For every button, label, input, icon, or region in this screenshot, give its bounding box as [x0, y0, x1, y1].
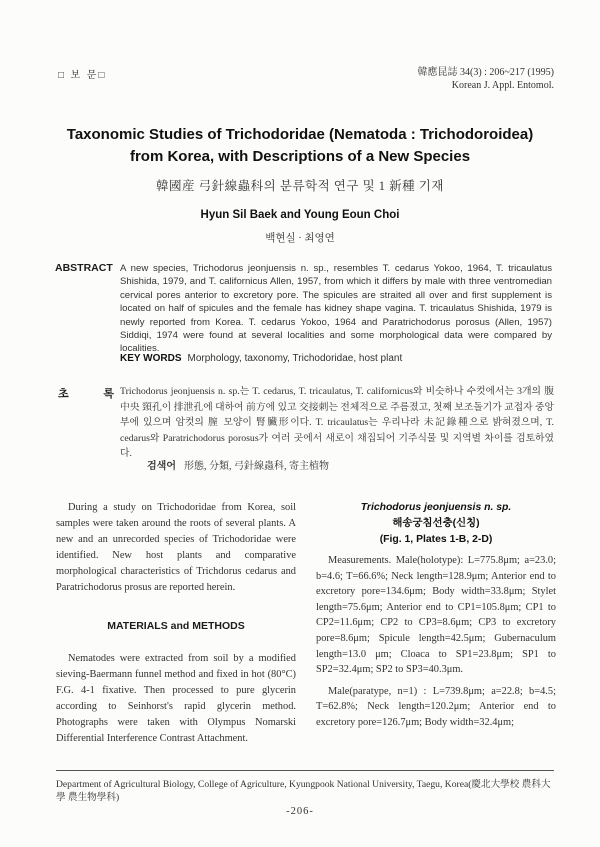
keywords-label: KEY WORDS: [120, 353, 182, 364]
measurements-paragraph: Measurements. Male(holotype): L=775.8μm; a=23.0; b=4.6; T=66.6%; Neck length=128.9μm; Anterior end to excretory pore=134.6μm; Body width=33.8μm; Stylet length=75.6μm; Anterior end to CP1=105.8μm; CP1 to CP2=11.6μm; CP2 to CP3=8.6μm; CP3 to excretory pore=8.6μm; Spicule length=42.5μm; Gubernaculum length=13.0 μm; Cloaca to SP1=23.8μm; SP1 to SP2=32.4μm; SP2 to SP3=40.3μm.: [316, 555, 556, 676]
affiliation-footnote: Department of Agricultural Biology, College of Agriculture, Kyungpook National University, Taegu, Korea(慶北大學校 農科大學 農生物學科): [56, 779, 551, 803]
methods-heading: MATERIALS and METHODS: [107, 620, 245, 632]
footnote-divider: [56, 770, 554, 771]
page-number: -206-: [286, 806, 314, 817]
korean-keywords-label: 검색어: [147, 461, 176, 472]
species-name: Trichodorus jeonjuensis n. sp.: [360, 502, 512, 513]
paper-title-korean: 韓國産 弓針線蟲科의 분류학적 연구 및 1 新種 기재: [156, 179, 444, 193]
introduction: [56, 500, 296, 596]
paper-title: [40, 124, 560, 168]
article-type-label: □ 보 문□: [58, 70, 107, 81]
species-korean-name: 해송궁침선충(신칭): [392, 518, 480, 529]
journal-citation-ko: 韓應昆誌 34(3) : 206~217 (1995): [417, 67, 554, 78]
species-heading: [316, 500, 556, 548]
methods-paragraph: Nematodes were extracted from soil by a modified sieving-Baermann funnel method and fixed in hot (80°C) F.G. 4-1 fixative. Then processed to pure glycerin according to Seinhorst's rapid glycerin method. Photographs were taken with Olympus Nomarski Differential Interference Contrast Attachment.: [56, 653, 296, 744]
paper-title-line1: Taxonomic Studies of Trichodoridae (Nematoda : Trichodoroidea): [66, 126, 534, 143]
journal-citation-en: Korean J. Appl. Entomol.: [451, 80, 554, 91]
species-figures: (Fig. 1, Plates 1-B, 2-D): [379, 534, 493, 545]
korean-abstract-label: 초 록: [58, 388, 131, 400]
korean-keywords-text: 形態, 分類, 弓針線蟲科, 寄主植物: [183, 461, 329, 472]
korean-abstract-text: Trichodorus jeonjuensis n. sp.는 T. cedarus, T. tricaulatus, T. californicus와 비슷하나 수컷에서는 3개의 腹中央 頸孔이 排泄孔에 대하여 前方에 있고 交接刺는 전체적으로 주름졌고, 첫째 보조돌기가 교접자 중앙부에 있으며 암컷의 膣 모양이 腎臟形이다. T. tricaulatus는 우리나라 未記錄種으로 밝혀졌으며, T. cedarus와 Paratrichodorus porosus가 여러 곳에서 새로이 채집되어 기주식물 및 지역별 차이를 검토하였다.: [120, 386, 554, 460]
paratype-paragraph: Male(paratype, n=1) : L=739.8μm; a=22.8; b=4.5; T=62.8%; Neck length=120.2μm; Anterior end to excretory pore=126.7μm; Body width=32.4μm;: [316, 685, 556, 728]
abstract-text: A new species, Trichodorus jeonjuensis n. sp., resembles T. cedarus Yokoo, 1964, T. tricaulatus Shishida, 1979, and T. californicus Allen, 1957, from which it differs by male with three ventromedian cervical pores anterior to excretory pore. The spicules are straited all over and first supplement is located on half of spicules and the female has kidney shape vagina. T. tricaulatus Shishida, 1979 is newly reported from Korea. T. cedarus Yokoo, 1964 and Paratrichodorus porosus (Allen, 1957) Siddiqi, 1974 were found at several localities and some morphological data were compared by localities.: [120, 263, 552, 355]
abstract-label: ABSTRACT: [55, 262, 113, 274]
keywords-text: Morphology, taxonomy, Trichodoridae, host plant: [187, 353, 403, 364]
introduction-paragraph: During a study on Trichodoridae from Korea, soil samples were taken around the roots of several plants. A new and an unrecorded species of Trichodoridae were identified. New host plants and comparative morphological characteristics of Trichdorus cedarus and Paratrichodorus prosus are reported herein.: [56, 502, 296, 593]
keywords: [120, 353, 552, 364]
korean-keywords: [147, 457, 329, 472]
authors-en: Hyun Sil Baek and Young Eoun Choi: [200, 209, 400, 221]
methods-section: [56, 651, 296, 747]
authors-ko: 백현실 · 최영연: [265, 233, 335, 244]
journal-citation: [417, 66, 554, 92]
paper-title-line2: from Korea, with Descriptions of a New Species: [129, 148, 471, 165]
species-description: [316, 553, 556, 737]
